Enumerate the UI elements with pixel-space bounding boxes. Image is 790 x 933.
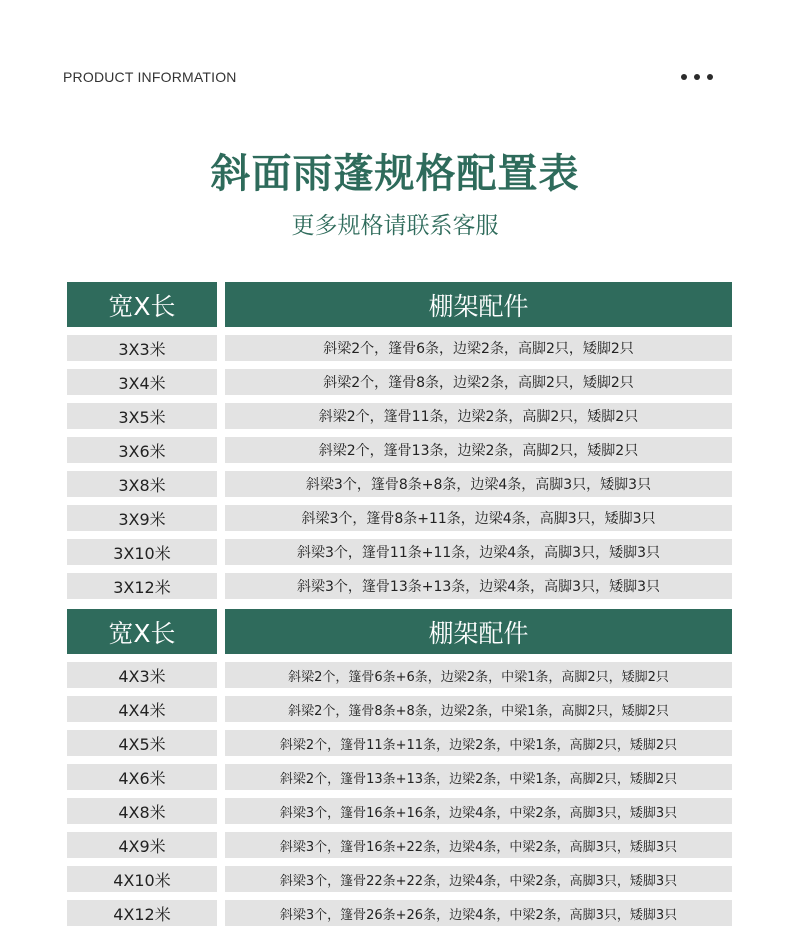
table-row bbox=[67, 437, 732, 463]
table-row bbox=[67, 866, 732, 892]
parts-cell: 斜梁3个，篷骨13条+13条，边梁4条，高脚3只，矮脚3只 bbox=[225, 573, 732, 599]
table-row bbox=[67, 900, 732, 926]
size-cell: 4X4米 bbox=[67, 696, 217, 722]
header-size: 宽X长 bbox=[67, 609, 217, 654]
spec-table-4m bbox=[67, 609, 732, 926]
size-cell: 4X12米 bbox=[67, 900, 217, 926]
header-parts: 棚架配件 bbox=[225, 609, 732, 654]
table-row bbox=[67, 696, 732, 722]
size-cell: 3X9米 bbox=[67, 505, 217, 531]
product-information-label: PRODUCT INFORMATION bbox=[63, 69, 237, 85]
size-cell: 4X10米 bbox=[67, 866, 217, 892]
parts-cell: 斜梁3个，篷骨8条+11条，边梁4条，高脚3只，矮脚3只 bbox=[225, 505, 732, 531]
size-cell: 4X3米 bbox=[67, 662, 217, 688]
size-cell: 3X4米 bbox=[67, 369, 217, 395]
spec-table-3m bbox=[67, 282, 732, 599]
size-cell: 4X6米 bbox=[67, 764, 217, 790]
parts-cell: 斜梁2个，篷骨6条，边梁2条，高脚2只，矮脚2只 bbox=[225, 335, 732, 361]
parts-cell: 斜梁3个，篷骨26条+26条，边梁4条，中梁2条，高脚3只，矮脚3只 bbox=[225, 900, 732, 926]
size-cell: 4X5米 bbox=[67, 730, 217, 756]
table-header bbox=[67, 282, 732, 327]
more-options-icon[interactable] bbox=[681, 72, 713, 82]
parts-cell: 斜梁2个，篷骨8条，边梁2条，高脚2只，矮脚2只 bbox=[225, 369, 732, 395]
table-row bbox=[67, 369, 732, 395]
dot bbox=[707, 74, 713, 80]
page-title: 斜面雨蓬规格配置表 bbox=[210, 151, 580, 197]
dot bbox=[694, 74, 700, 80]
parts-cell: 斜梁2个，篷骨13条+13条，边梁2条，中梁1条，高脚2只，矮脚2只 bbox=[225, 764, 732, 790]
table-row bbox=[67, 403, 732, 429]
parts-cell: 斜梁3个，篷骨16条+22条，边梁4条，中梁2条，高脚3只，矮脚3只 bbox=[225, 832, 732, 858]
header-parts: 棚架配件 bbox=[225, 282, 732, 327]
table-row bbox=[67, 335, 732, 361]
table-row bbox=[67, 539, 732, 565]
size-cell: 3X12米 bbox=[67, 573, 217, 599]
size-cell: 3X3米 bbox=[67, 335, 217, 361]
size-cell: 3X5米 bbox=[67, 403, 217, 429]
size-cell: 3X10米 bbox=[67, 539, 217, 565]
parts-cell: 斜梁2个，篷骨11条，边梁2条，高脚2只，矮脚2只 bbox=[225, 403, 732, 429]
table-row bbox=[67, 832, 732, 858]
parts-cell: 斜梁2个，篷骨13条，边梁2条，高脚2只，矮脚2只 bbox=[225, 437, 732, 463]
parts-cell: 斜梁2个，篷骨6条+6条，边梁2条，中梁1条，高脚2只，矮脚2只 bbox=[225, 662, 732, 688]
size-cell: 3X8米 bbox=[67, 471, 217, 497]
parts-cell: 斜梁3个，篷骨16条+16条，边梁4条，中梁2条，高脚3只，矮脚3只 bbox=[225, 798, 732, 824]
parts-cell: 斜梁3个，篷骨8条+8条，边梁4条，高脚3只，矮脚3只 bbox=[225, 471, 732, 497]
parts-cell: 斜梁2个，篷骨8条+8条，边梁2条，中梁1条，高脚2只，矮脚2只 bbox=[225, 696, 732, 722]
table-row bbox=[67, 798, 732, 824]
size-cell: 4X8米 bbox=[67, 798, 217, 824]
size-cell: 3X6米 bbox=[67, 437, 217, 463]
table-row bbox=[67, 505, 732, 531]
table-row bbox=[67, 471, 732, 497]
parts-cell: 斜梁3个，篷骨22条+22条，边梁4条，中梁2条，高脚3只，矮脚3只 bbox=[225, 866, 732, 892]
page-subtitle: 更多规格请联系客服 bbox=[291, 213, 499, 239]
parts-cell: 斜梁3个，篷骨11条+11条，边梁4条，高脚3只，矮脚3只 bbox=[225, 539, 732, 565]
header-size: 宽X长 bbox=[67, 282, 217, 327]
table-row bbox=[67, 764, 732, 790]
size-cell: 4X9米 bbox=[67, 832, 217, 858]
parts-cell: 斜梁2个，篷骨11条+11条，边梁2条，中梁1条，高脚2只，矮脚2只 bbox=[225, 730, 732, 756]
table-row bbox=[67, 573, 732, 599]
table-row bbox=[67, 662, 732, 688]
table-row bbox=[67, 730, 732, 756]
dot bbox=[681, 74, 687, 80]
table-header bbox=[67, 609, 732, 654]
